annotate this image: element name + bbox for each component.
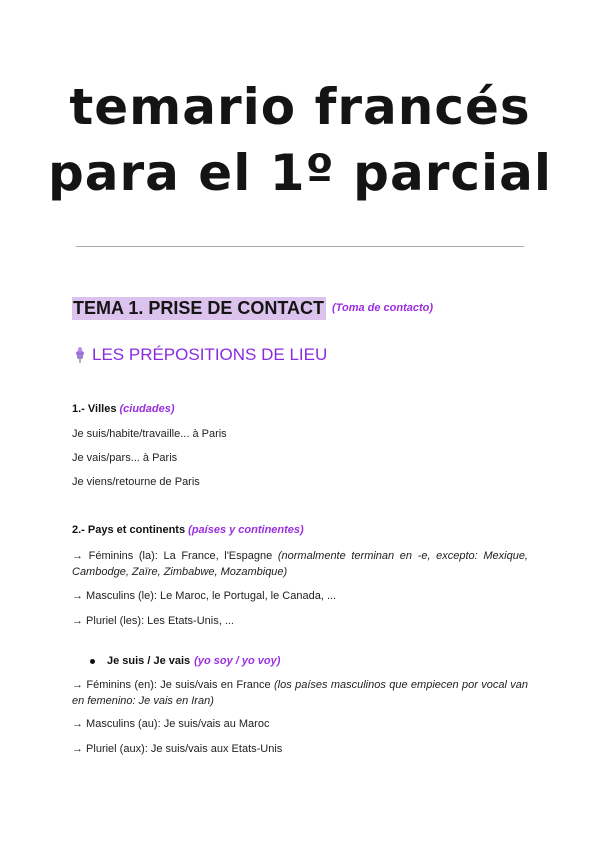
tema-translation: (Toma de contacto) [332, 302, 434, 314]
jesuis-pluriel-line: → Pluriel (aux): Je suis/vais aux Etats-Unis [72, 743, 283, 755]
pays-pluriel-line: → Pluriel (les): Les Etats-Unis, ... [72, 615, 234, 627]
section-heading [72, 344, 327, 366]
villes-line: Je viens/retourne de Paris [72, 476, 200, 488]
jesuis-translation: (yo soy / yo voy) [194, 655, 281, 667]
jesuis-feminins-note: (los países masculinos que empiecen por vocal van en femenino: Je vais en Iran) [72, 679, 528, 707]
jesuis-masculins-line: → Masculins (au): Je suis/vais au Maroc [72, 718, 270, 730]
pays-feminins-note: (normalmente terminan en -e, excepto: Mexique, Cambodge, Zaïre, Zimbabwe, Mozambique) [72, 550, 528, 578]
pays-subheading [72, 524, 304, 536]
bullet-dot [90, 659, 95, 664]
pays-translation: (países y continentes) [188, 524, 304, 536]
pays-feminins-text: → Féminins (la): La France, l'Espagne [72, 550, 273, 562]
jesuis-label: Je suis / Je vais [107, 655, 191, 667]
pays-label: 2.- Pays et continents [72, 524, 186, 536]
document-title-line-1: temario francés [69, 78, 531, 136]
villes-subheading [72, 403, 175, 415]
villes-line: Je vais/pars... à Paris [72, 452, 178, 464]
villes-translation: (ciudades) [119, 403, 175, 415]
villes-line: Je suis/habite/travaille... à Paris [72, 428, 227, 440]
section-heading-text: LES PRÉPOSITIONS DE LIEU [92, 345, 328, 364]
pays-feminins-line [72, 548, 528, 580]
tema-heading [72, 296, 433, 320]
tema-heading-text: TEMA 1. PRISE DE CONTACT [73, 297, 325, 318]
lavender-sprig-icon [72, 346, 88, 364]
villes-label: 1.- Villes [72, 403, 117, 415]
document-title-line-2: para el 1º parcial [47, 144, 553, 202]
jesuis-feminins-line [72, 677, 528, 709]
horizontal-rule [76, 246, 524, 247]
jesuis-bullet [90, 653, 280, 669]
jesuis-feminins-text: → Féminins (en): Je suis/vais en France [72, 679, 271, 691]
pays-masculins-line: → Masculins (le): Le Maroc, le Portugal, le Canada, ... [72, 590, 337, 602]
